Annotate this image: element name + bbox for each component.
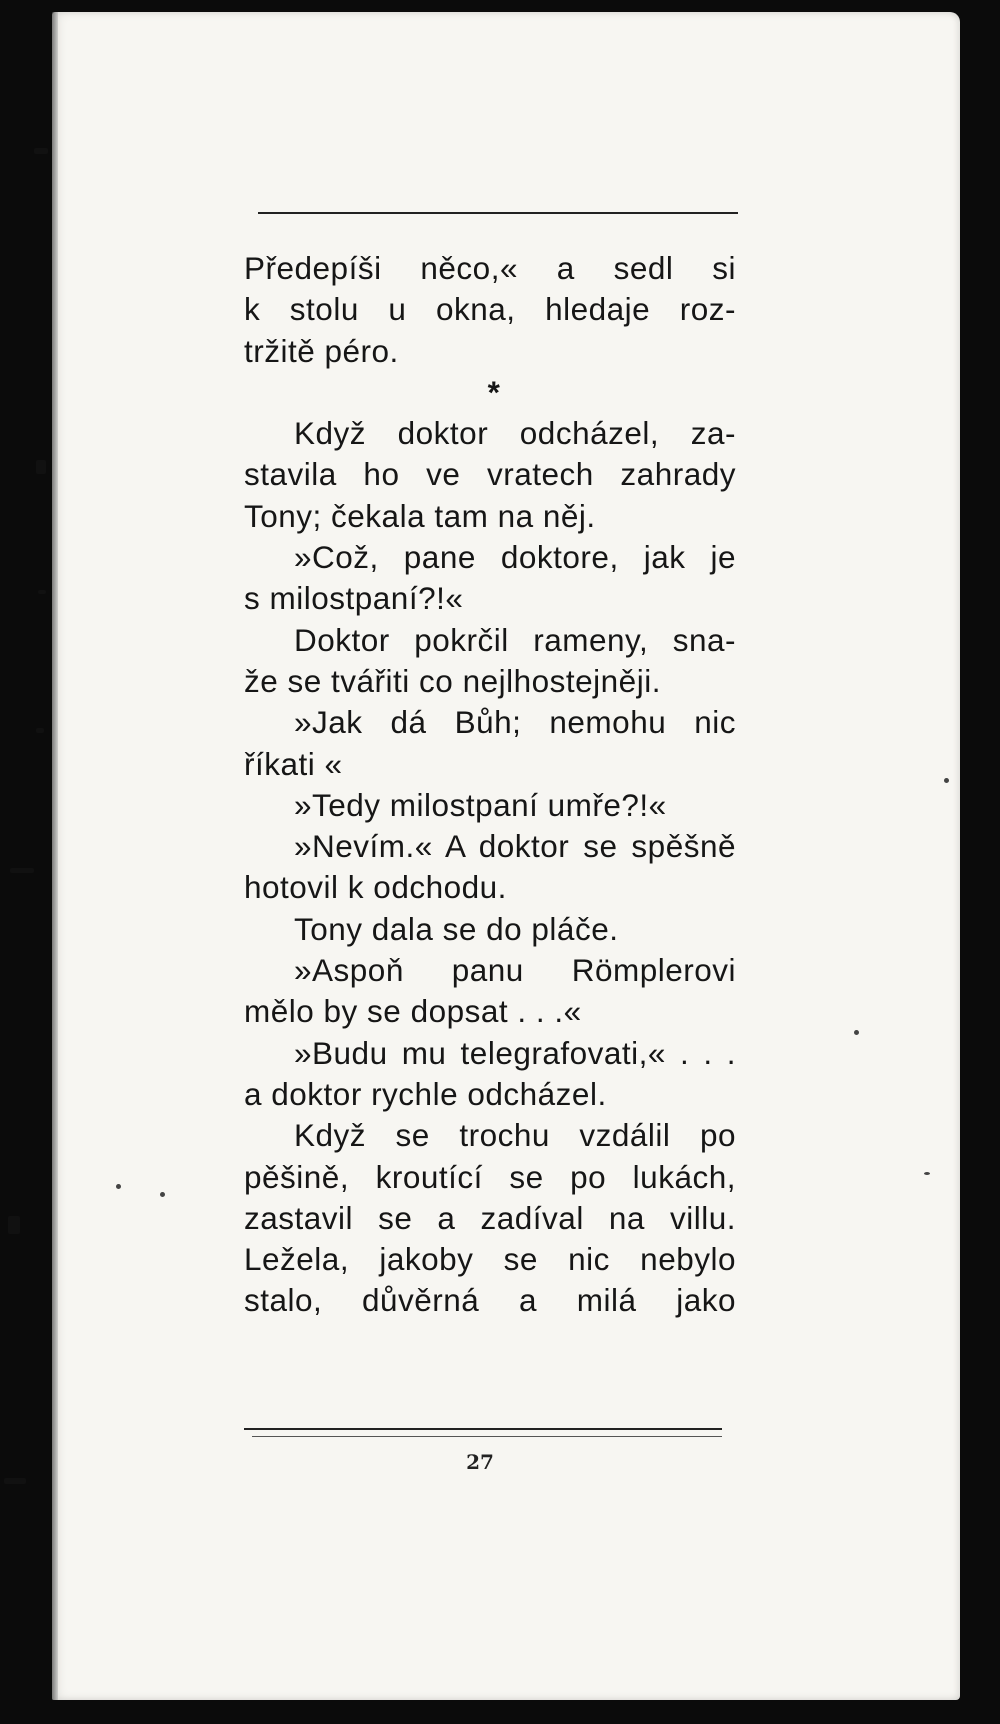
- margin-speck: [38, 590, 46, 594]
- text-line: »Budu mu telegrafovati,« . . .: [294, 1034, 736, 1071]
- page-speck: [924, 1172, 930, 1175]
- text-line: Předepíši něco,« a sedl si: [244, 250, 736, 286]
- margin-speck: [36, 728, 44, 733]
- text-line: stalo, důvěrná a milá jako: [244, 1282, 736, 1319]
- text-line: mělo by se dopsat . . .«: [244, 993, 582, 1030]
- text-line: »Nevím.« A doktor se spěšně: [294, 828, 736, 865]
- top-rule: [258, 212, 738, 214]
- page-speck: [854, 1030, 859, 1035]
- text-line: Tony dala se do pláče.: [294, 910, 619, 947]
- text-line: že se tvářiti co nejlhostejněji.: [244, 662, 661, 699]
- text-line: k stolu u okna, hledaje roz-: [244, 291, 736, 328]
- text-line: říkati «: [244, 745, 343, 782]
- text-line: Tony; čekala tam na něj.: [244, 497, 596, 534]
- text-line: »Aspoň panu Römplerovi: [294, 952, 736, 989]
- text-line: pěšině, kroutící se po lukách,: [244, 1158, 736, 1195]
- text-line: »Jak dá Bůh; nemohu nic: [294, 704, 736, 741]
- text-line: hotovil k odchodu.: [244, 869, 507, 906]
- binding-shadow: [52, 12, 58, 1700]
- text-line: zastavil se a zadíval na villu.: [244, 1199, 736, 1236]
- text-line: Ležela, jakoby se nic nebylo: [244, 1241, 736, 1278]
- text-line: »Což, pane doktore, jak je: [294, 539, 736, 576]
- text-line: Doktor pokrčil rameny, sna-: [294, 621, 736, 658]
- margin-speck: [36, 460, 46, 474]
- bottom-rule: [244, 1428, 722, 1430]
- text-line: »Tedy milostpaní umře?!«: [294, 786, 667, 823]
- text-line: a doktor rychle odcházel.: [244, 1075, 607, 1112]
- page-speck: [160, 1192, 165, 1197]
- text-line: Když doktor odcházel, za-: [294, 415, 736, 452]
- text-line: Když se trochu vzdálil po: [294, 1117, 736, 1154]
- text-line: s milostpaní?!«: [244, 580, 464, 617]
- margin-speck: [4, 1478, 26, 1484]
- margin-speck: [34, 148, 48, 154]
- text-line: tržitě péro.: [244, 332, 399, 369]
- bottom-rule-thin: [252, 1436, 722, 1437]
- body-text: [244, 248, 736, 1322]
- page-number: 27: [466, 1450, 494, 1474]
- page-speck: [944, 778, 949, 783]
- text-line: stavila ho ve vratech zahrady: [244, 456, 736, 493]
- margin-speck: [10, 868, 34, 873]
- page-speck: [116, 1184, 121, 1189]
- margin-speck: [8, 1216, 20, 1234]
- section-break-asterisk: *: [487, 373, 501, 410]
